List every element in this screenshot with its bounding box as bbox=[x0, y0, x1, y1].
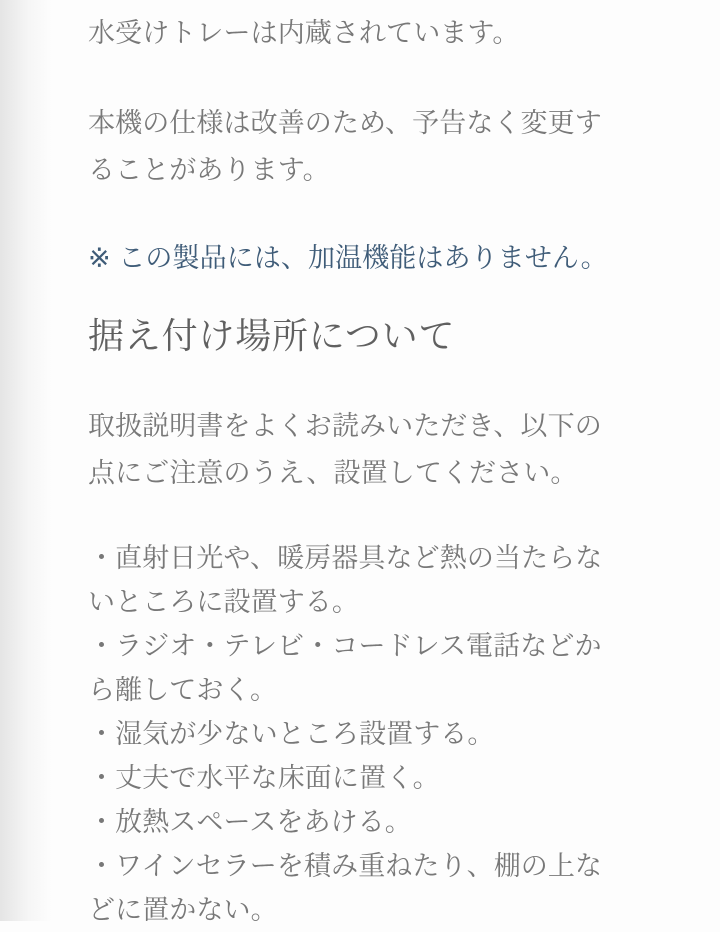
note-no-heating-function: ※ この製品には、加温機能はありません。 bbox=[88, 243, 608, 273]
list-item-no-stacking: ・ワインセラーを積み重ねたり、棚の上などに置かない。 bbox=[88, 851, 603, 925]
list-item-radio-tv-phone: ・ラジオ・テレビ・コードレス電話などから離しておく。 bbox=[88, 631, 602, 705]
installation-precautions-list bbox=[88, 536, 624, 932]
paragraph-water-tray: 水受けトレーは内蔵されています。 bbox=[88, 18, 520, 48]
list-item-sturdy-level-floor: ・丈夫で水平な床面に置く。 bbox=[88, 763, 440, 793]
list-item-heat-dissipation-space: ・放熱スペースをあける。 bbox=[88, 807, 412, 837]
section-heading-installation-location: 据え付け場所について bbox=[88, 315, 456, 356]
list-item-low-humidity: ・湿気が少ないところ設置する。 bbox=[88, 719, 495, 749]
list-item-direct-sunlight: ・直射日光や、暖房器具など熱の当たらないところに設置する。 bbox=[88, 543, 603, 617]
paragraph-installation-intro: 取扱説明書をよくお読みいただき、以下の点にご注意のうえ、設置してください。 bbox=[88, 411, 602, 488]
paragraph-spec-change: 本機の仕様は改善のため、予告なく変更することがあります。 bbox=[88, 108, 602, 185]
